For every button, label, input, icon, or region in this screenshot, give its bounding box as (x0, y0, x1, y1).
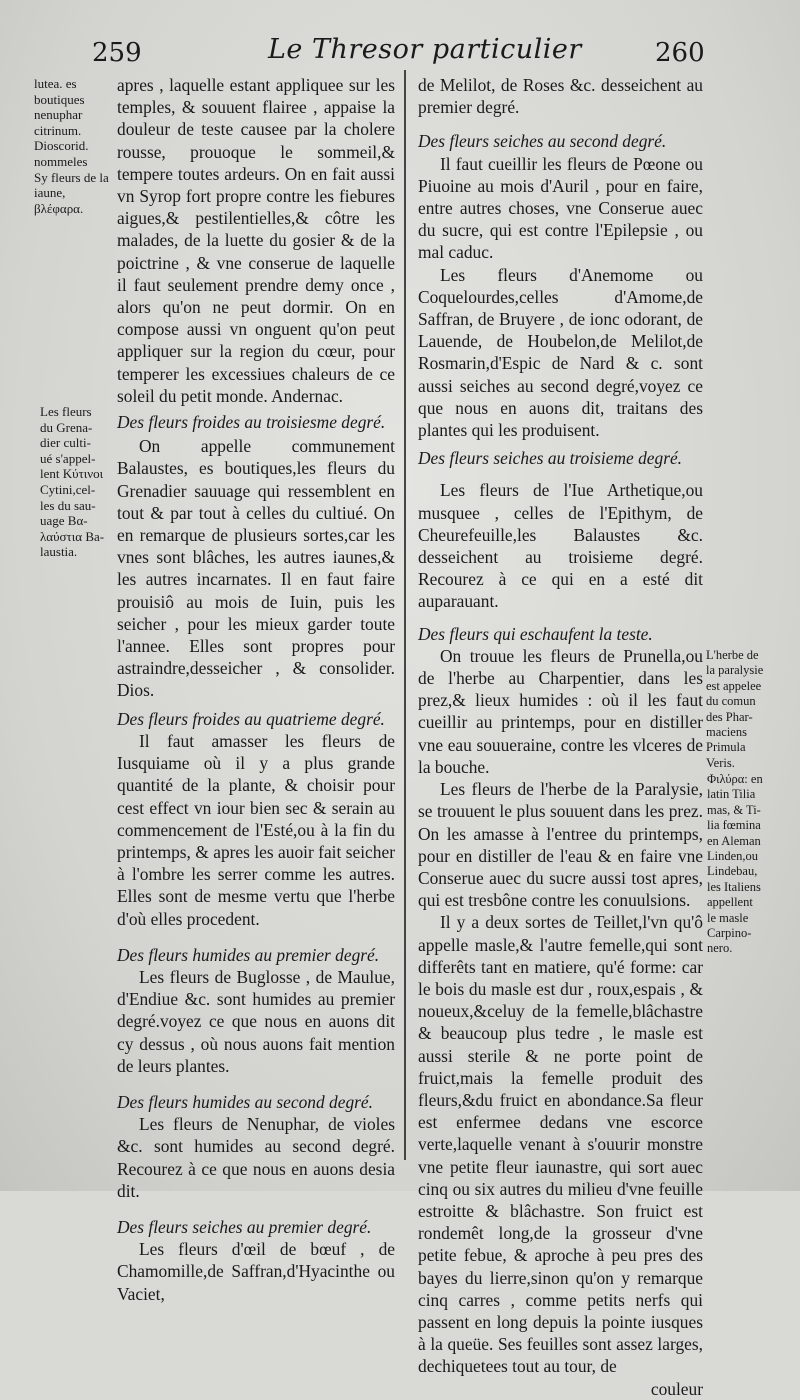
margin-note-left-1: lutea. es boutiques nenuphar citrinum. Dioscorid. nommeles Sy fleurs de la iaune, βλέφαρα. (34, 76, 109, 216)
section-heading: Des fleurs froides au troisiesme degré. (117, 412, 386, 433)
margin-note-left-2: Les fleurs du Grena- dier culti- ué s'appel- lent Κύτινοι Cytini,cel- les du sau- uage Βα- λαύστια Ba- laustia. (40, 404, 105, 560)
margin-note-right-1: L'herbe de la paralysie est appelee du comun des Phar- maciens Primula Veris. (706, 648, 764, 770)
paragraph: Les fleurs de l'herbe de la Paralysie, se trouuent le plus souuent dans les prez. On les amasse à l'entree du printemps, pour en distiller de l'eau & en faire vne Conserue auec du sucre aussi tost apres, qui est tresbône contre les conuulsions. (418, 779, 703, 911)
section-heading: Des fleurs seiches au troisieme degré. (418, 448, 683, 469)
paragraph: Il y a deux sortes de Teillet,l'vn qu'ô appelle masle,& l'autre femelle,qui sont differêts tant en matiere, qu'é forme: car le bois du masle est dur , roux,espais , & noueux,&celuy de la femelle,blâchastre & beaucoup plus tedre , le masle est aussi sterile & ne porte point de fruict,mais la femelle produit des fleurs,&du fruict en abondance.Sa fleur est enfermee dedans vne escorce verte,laquelle venant à s'ouurir monstre vne petite fleur iaunastre, qui sort auec cinq ou six autres du milieu d'vne feuille estroitte & blâchastre. Son fruict est rondemêt long,de la grosseur d'vne petite febue, & aproche à peu pres des bayes du lierre,sinon qu'on y remarque cinq carres , comme petits nerfs qui passent en long depuis la pointe iusques à la queüe. Ses feuilles sont assez larges, dechiquetees tout au tour, de (418, 912, 703, 1377)
paragraph: Les fleurs de l'Iue Arthetique,ou musquee , celles de l'Epithym, de Cheurefeuille,les Balaustes &c. desseichent au troisieme degré. Recourez à ce qui en a esté dit auparauant. (418, 480, 703, 612)
left-column (117, 74, 395, 1305)
right-page-number: 260 (655, 38, 705, 68)
section-heading: Des fleurs froides au quatrieme degré. (117, 708, 385, 729)
section-heading: Des fleurs humides au premier degré. (117, 944, 380, 965)
paragraph: Il faut cueillir les fleurs de Pœone ou Piuoine au mois d'Auril , pour en faire, entre autres choses, vne Conserue auec du sucre, qui est contre l'Epilepsie , ou mal caduc. (418, 153, 703, 263)
section-heading: Des fleurs seiches au second degré. (418, 131, 667, 152)
paragraph: Les fleurs d'œil de bœuf , de Chamomille,de Saffran,d'Hyacinthe ou Vaciet, (117, 1239, 395, 1304)
running-title: Le Thresor particulier (268, 34, 582, 65)
paragraph: Il faut amasser les fleurs de Iusquiame où il y a plus grande quantité de la plante, & choisir pour cest effect vn iour bien sec & serain au commencement de l'Esté,ou à la fin du printemps, & apres les auoir fait seicher à l'ombre les serrer comme les autres. Elles sont de mesme vertu que l'herbe d'où elles procedent. (117, 730, 395, 929)
catchword: couleur (650, 1378, 703, 1399)
section-heading: Des fleurs seiches au premier degré. (117, 1216, 372, 1237)
paragraph: apres , laquelle estant appliquee sur les temples, & souuent flairee , appaise la douleur de teste causee par la cholere rousse, prouoque le sommeil,& tempere toutes ardeurs. On en fait aussi vn Syrop fort propre contre les fiebures aigues,& pestilentielles,& côtre les malades, de la luette du gosier & de la poictrine , & vne conserue de laquelle il faut seulement prendre demy once , alors qu'on ne peut dormir. On en compose aussi vn onguent qu'on peut appliquer sur la region du cœur, pour temperer les excessiues chaleurs de ce soleil du petit monde. Andernac. (117, 75, 395, 406)
paragraph: On appelle communement Balaustes, es boutiques,les fleurs du Grenadier sauuage qui ressemblent en tout & par tout à celles du cultiué. On en remarque de plusieurs sortes,car les vnes sont blâches, les autres iaunes,& les autres incarnates. Il en faut faire prouisiô au mois de Iuin, puis les seicher , pour les mieux garder toute l'annee. Elles sont propres pour astraindre,desseicher , & consolider. Dios. (117, 436, 395, 701)
paragraph: de Melilot, de Roses &c. desseichent au premier degré. (418, 75, 703, 118)
paragraph: Les fleurs de Nenuphar, de violes &c. sont humides au second degré. Recourez à ce que nous en auons desia dit. (117, 1114, 395, 1201)
paragraph: On trouue les fleurs de Prunella,ou de l'herbe au Charpentier, dans les prez,& lieux humides : où il les faut cueillir au printemps, pour en distiller vne eau souueraine, contre les vlceres de la bouche. (418, 645, 703, 777)
section-heading: Des fleurs humides au second degré. (117, 1091, 373, 1112)
left-page-number: 259 (92, 38, 142, 68)
paragraph: Les fleurs de Buglosse , de Maulue, d'Endiue &c. sont humides au premier degré.voyez ce que nous en auons dit cy dessus , où nous auons fait mention de leurs plantes. (117, 966, 395, 1076)
gutter-rule (404, 70, 406, 1160)
section-heading: Des fleurs qui eschaufent la teste. (418, 623, 653, 644)
right-column (418, 74, 703, 1400)
paragraph: Les fleurs d'Anemome ou Coquelourdes,celles d'Amome,de Saffran, de Bruyere , de ionc odorant, de Lauende, de Houbelon,de Melilot,de Rosmarin,d'Espic de Nard & c. sont aussi seiches au second degré,voyez ce que nous en auons dit, traitans des plantes qui les produisent. (418, 264, 703, 441)
margin-note-right-2: Φιλύρα: en latin Tilia mas, & Ti- lia fœmina en Aleman Linden,ou Lindebau, les Italiens appellent le masle Carpino- nero. (707, 772, 763, 956)
